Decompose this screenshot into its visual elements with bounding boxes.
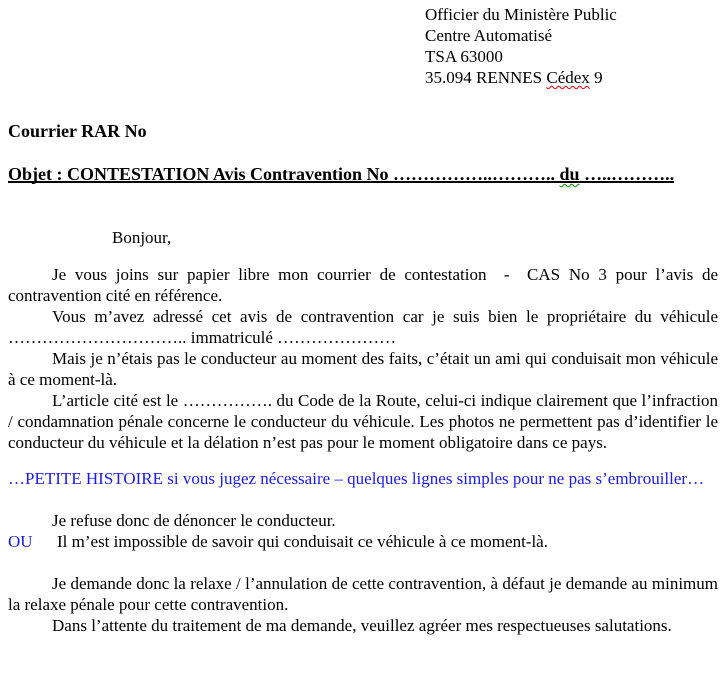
spellcheck-flagged-word: Cédex (546, 68, 590, 87)
recipient-address-block (425, 4, 718, 88)
objet-text-before: Objet : CONTESTATION Avis Contravention No ……………..……….. (8, 164, 560, 184)
ou-alternative-line (8, 531, 718, 552)
paragraph-not-driver: Mais je n’étais pas le conducteur au moment des faits, c’était un ami qui conduisait mon véhicule à ce moment-là. (8, 349, 718, 389)
recipient-line: Centre Automatisé (425, 26, 553, 45)
objet-subject-line (8, 164, 718, 185)
paragraph-code-route: L’article cité est le ……………. du Code de la Route, celui-ci indique clairement que l’infraction / condamnation pénale concerne le conducteur du véhicule. Les photos ne permettent pas d’identifier le conducteur du véhicule et la délation n’est pas pour le moment obligatoire dans ce pays. (8, 391, 718, 452)
ou-alternative-text: Il m’est impossible de savoir qui conduisait ce véhicule à ce moment-là. (57, 532, 548, 551)
recipient-line (425, 67, 718, 88)
objet-text-after: …..……….. (579, 164, 675, 184)
recipient-line: TSA 63000 (425, 47, 503, 66)
paragraph-vehicle-owner: Vous m’avez adressé cet avis de contravention car je suis bien le propriétaire du véhicule ………………………….. immatriculé ………………… (8, 307, 718, 347)
closing-line: Dans l’attente du traitement de ma demande, veuillez agréer mes respectueuses salutations. (52, 616, 672, 635)
ou-label: OU (8, 532, 33, 551)
paragraph-join-letter: Je vous joins sur papier libre mon courrier de contestation - CAS No 3 pour l’avis de contravention cité en référence. (8, 265, 718, 305)
recipient-city-suffix: 9 (589, 68, 603, 87)
courrier-rar-line: Courrier RAR No (8, 121, 147, 141)
recipient-city-prefix: 35.094 RENNES (425, 68, 547, 87)
paragraph-demand-relaxe: Je demande donc la relaxe / l’annulation de cette contravention, à défaut je demande au minimum la relaxe pénale pour cette contravention. (8, 574, 718, 614)
refuse-line: Je refuse donc de dénoncer le conducteur. (52, 511, 336, 530)
grammar-flagged-word: du (559, 164, 580, 184)
blue-note-petite-histoire: …PETITE HISTOIRE si vous jugez nécessaire – quelques lignes simples pour ne pas s’embrouiller… (8, 469, 705, 488)
recipient-line: Officier du Ministère Public (425, 5, 617, 24)
greeting-line: Bonjour, (112, 228, 172, 247)
